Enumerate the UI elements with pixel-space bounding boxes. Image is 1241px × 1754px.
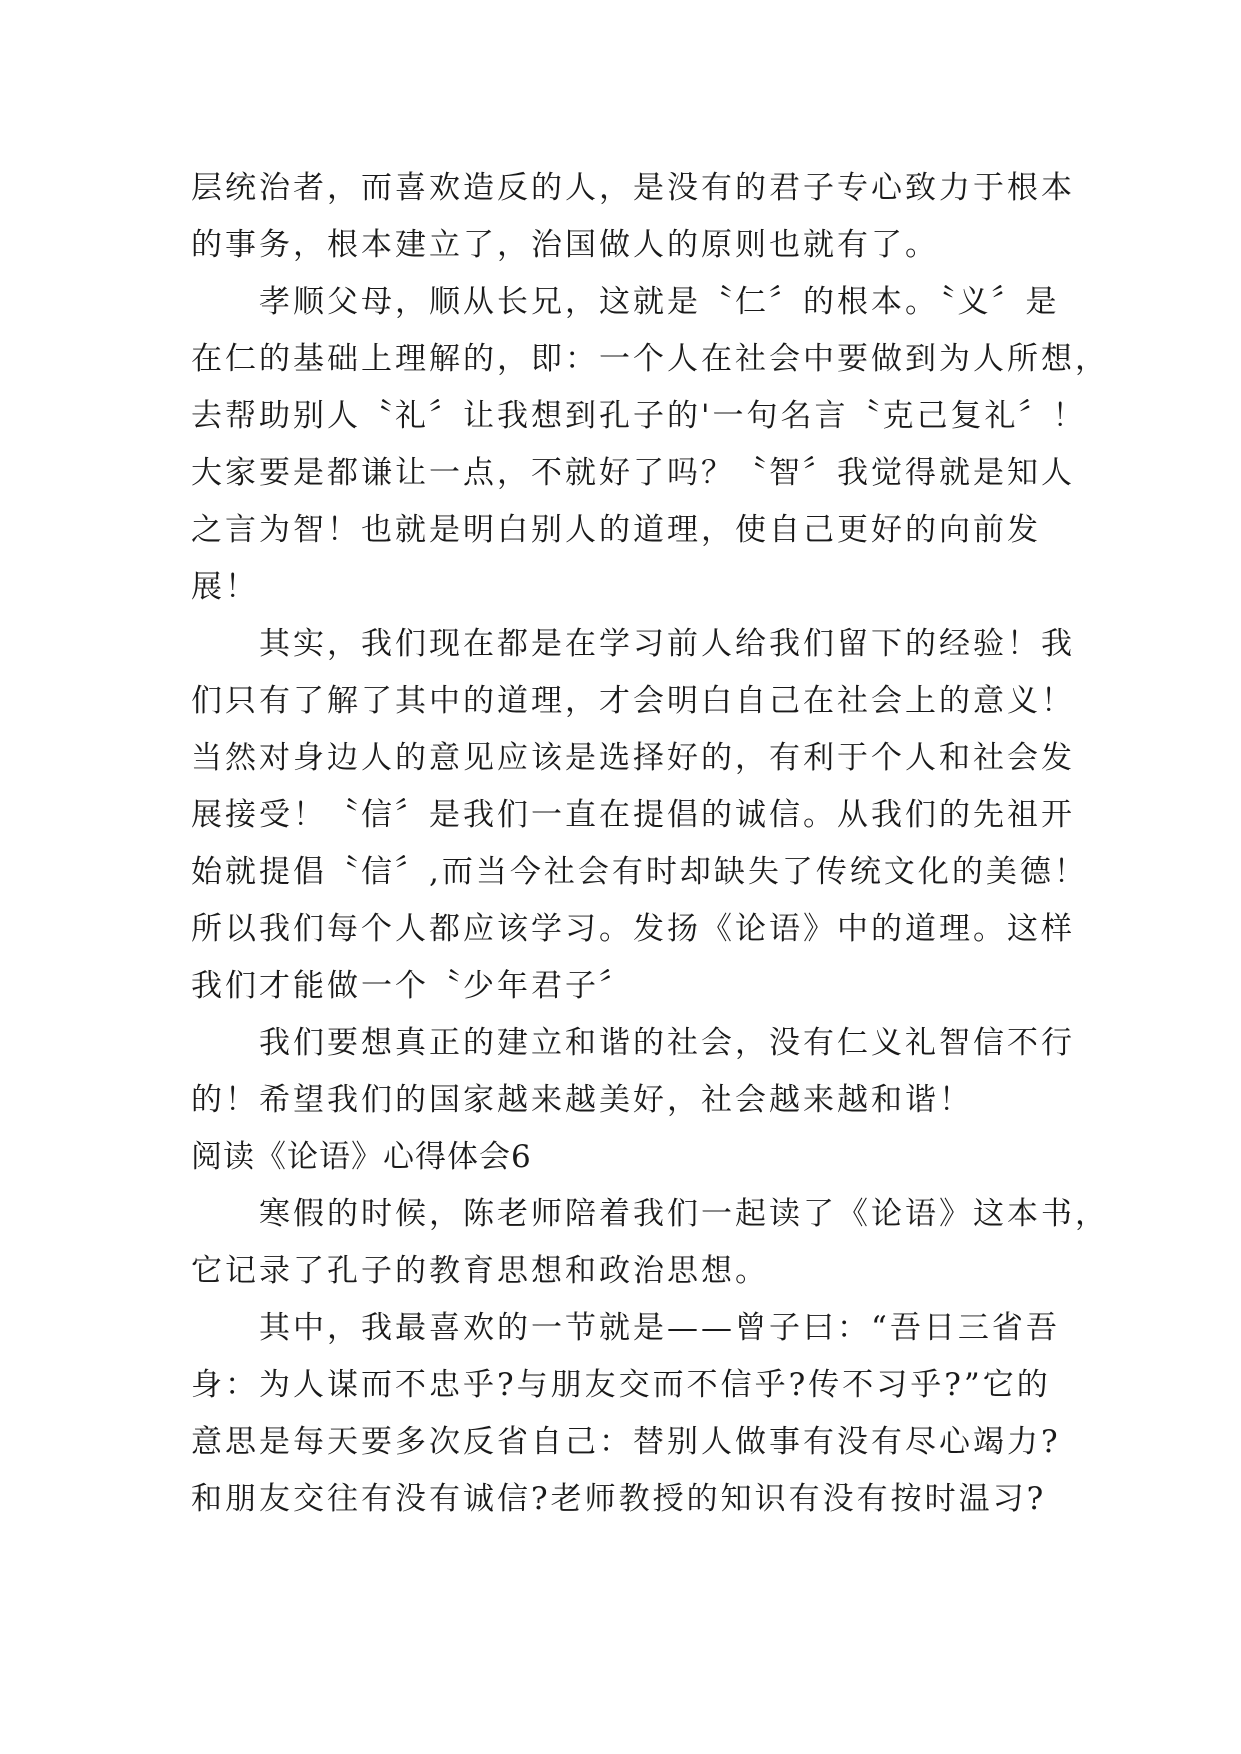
text-line: 展接受！〝信〞是我们一直在提倡的诚信。从我们的先祖开 [191, 797, 1075, 833]
paragraph-start-line: 我们要想真正的建立和谐的社会，没有仁义礼智信不行 [259, 1025, 1075, 1061]
text-line: 身：为人谋而不忠乎?与朋友交而不信乎?传不习乎?”它的 [191, 1367, 1051, 1403]
text-line: 的事务，根本建立了，治国做人的原则也就有了。 [191, 227, 939, 263]
paragraph-start-line: 其中，我最喜欢的一节就是——曾子曰：“吾日三省吾 [259, 1310, 1060, 1346]
text-line: 始就提倡〝信〞,而当今社会有时却缺失了传统文化的美德！ [191, 854, 1088, 890]
text-line: 的！希望我们的国家越来越美好，社会越来越和谐！ [191, 1082, 973, 1118]
text-line: 当然对身边人的意见应该是选择好的，有利于个人和社会发 [191, 740, 1075, 776]
section-heading: 阅读《论语》心得体会6 [191, 1139, 532, 1175]
text-line: 所以我们每个人都应该学习。发扬《论语》中的道理。这样 [191, 911, 1075, 947]
text-line: 它记录了孔子的教育思想和政治思想。 [191, 1253, 769, 1289]
text-line: 们只有了解了其中的道理，才会明白自己在社会上的意义！ [191, 683, 1075, 719]
text-line: 大家要是都谦让一点，不就好了吗？〝智〞我觉得就是知人 [191, 455, 1075, 491]
text-line: 在仁的基础上理解的，即：一个人在社会中要做到为人所想， [191, 341, 1109, 377]
text-line: 我们才能做一个〝少年君子〞 [191, 968, 633, 1004]
text-line: 之言为智！也就是明白别人的道理，使自己更好的向前发 [191, 512, 1041, 548]
paragraph-start-line: 其实，我们现在都是在学习前人给我们留下的经验！我 [259, 626, 1075, 662]
text-line: 意思是每天要多次反省自己：替别人做事有没有尽心竭力? [191, 1424, 1061, 1460]
text-line: 层统治者，而喜欢造反的人，是没有的君子专心致力于根本 [191, 170, 1075, 206]
document-body [191, 160, 1109, 1528]
text-line: 和朋友交往有没有诚信?老师教授的知识有没有按时温习? [191, 1481, 1047, 1517]
paragraph-start-line: 寒假的时候，陈老师陪着我们一起读了《论语》这本书， [259, 1196, 1109, 1232]
text-line: 展！ [191, 569, 259, 605]
text-line: 去帮助别人〝礼〞让我想到孔子的'一句名言〝克己复礼〞！ [191, 398, 1087, 434]
paragraph-start-line: 孝顺父母，顺从长兄，这就是〝仁〞的根本。〝义〞是 [259, 284, 1060, 320]
